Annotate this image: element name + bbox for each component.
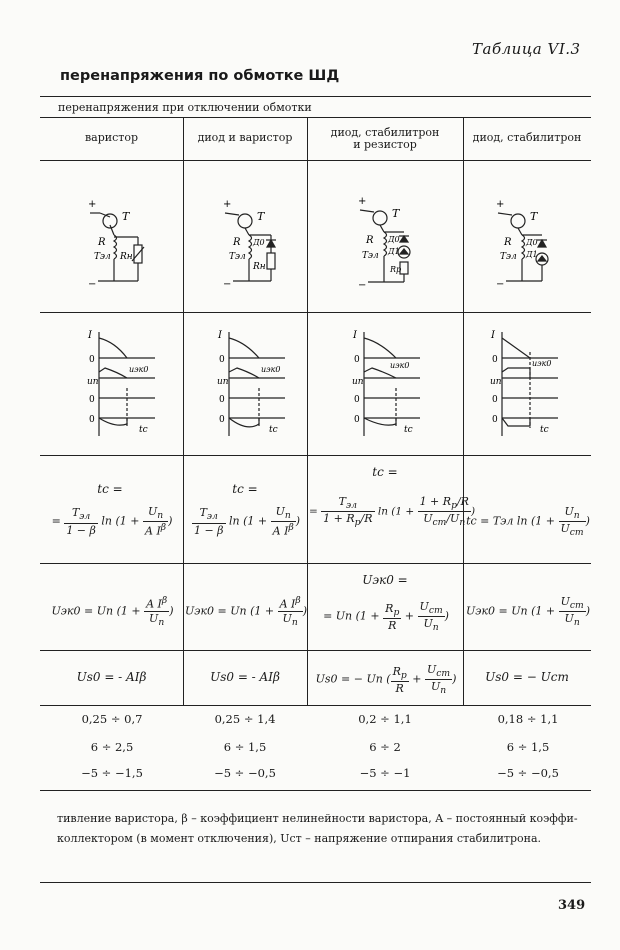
- svg-text:tc: tc: [139, 425, 148, 435]
- svg-text:Д0: Д0: [253, 238, 265, 247]
- svg-text:Tэл: Tэл: [362, 251, 379, 261]
- svg-text:uп: uп: [217, 377, 229, 387]
- svg-text:Rн: Rн: [253, 262, 266, 272]
- tc-formula-col3: = $\frac{T_{эл}}{1 + R_p/R}$ ln (1 + $\frac{1 + R_p/R}{U_{ст}/U_п}$ ): [309, 495, 476, 529]
- svg-text:uп: uп: [87, 377, 99, 387]
- svg-text:0: 0: [89, 415, 95, 425]
- table-top-rule: [40, 96, 591, 97]
- svg-text:0: 0: [219, 395, 225, 405]
- plus-label: +: [88, 199, 97, 210]
- tc-formula-col4: tc = Tэл ln (1 + $\frac{U_п}{U_{ст}}$ ): [466, 505, 590, 539]
- waveform-diode-zener-resistor: [350, 328, 430, 443]
- svg-text:T: T: [122, 210, 130, 223]
- range-col2-row2: 6 ÷ 1,5: [223, 740, 267, 754]
- range-col1-row1: 0,25 ÷ 0,7: [81, 712, 143, 726]
- range-col3-row3: −5 ÷ −1: [359, 766, 411, 780]
- range-col4-row1: 0,18 ÷ 1,1: [497, 712, 559, 726]
- uek-label-col3: Uэк0 =: [362, 573, 408, 587]
- waveform-varistor: [85, 328, 165, 443]
- range-col4-row3: −5 ÷ −0,5: [497, 766, 559, 780]
- svg-text:0: 0: [219, 415, 225, 425]
- svg-text:+: +: [496, 199, 505, 210]
- section-header: перенапряжения при отключении обмотки: [58, 101, 312, 114]
- range-col1-row2: 6 ÷ 2,5: [90, 740, 134, 754]
- waveform-diode-zener: [488, 328, 568, 443]
- svg-text:−: −: [88, 279, 97, 290]
- footnote-line-2: коллектором (в момент отключения), Uст – напряжение отпирания стабилитрона.: [57, 832, 542, 845]
- column-header-diode-zener: диод, стабилитрон: [472, 131, 582, 144]
- svg-text:Tэл: Tэл: [500, 252, 517, 262]
- svg-text:tc: tc: [404, 425, 413, 435]
- svg-text:0: 0: [354, 415, 360, 425]
- svg-text:R: R: [233, 237, 241, 248]
- range-col2-row1: 0,25 ÷ 1,4: [214, 712, 276, 726]
- table-bottom-rule: [40, 790, 591, 791]
- tc-label-col2: tc =: [232, 482, 258, 496]
- svg-text:uэк0: uэк0: [532, 359, 552, 368]
- svg-text:+: +: [358, 196, 367, 207]
- svg-text:−: −: [223, 279, 232, 290]
- svg-text:Д1: Д1: [526, 250, 538, 259]
- svg-text:Rн: Rн: [120, 252, 133, 262]
- svg-text:+: +: [223, 199, 232, 210]
- tc-formula-col1: = $\frac{T_{эл}}{1 - \beta}$ ln (1 + $\frac{U_п}{A I^\beta}$ ): [51, 505, 173, 538]
- us-formula-col3: Us0 = − Uп ( $\frac{R_p}{R}$ + $\frac{U_{ст}}{U_п}$ ): [315, 663, 457, 697]
- rule: [40, 117, 591, 118]
- rule: [40, 160, 591, 161]
- svg-text:I: I: [353, 330, 357, 341]
- svg-text:T: T: [392, 207, 400, 220]
- rule: [40, 650, 591, 651]
- range-col3-row2: 6 ÷ 2: [369, 740, 401, 754]
- us-formula-col1: Us0 = - AIβ: [76, 670, 147, 684]
- page-number: 349: [558, 898, 586, 913]
- svg-text:Rp: Rp: [390, 265, 402, 274]
- svg-text:tc: tc: [540, 425, 549, 435]
- circuit-diode-zener-resistor: [350, 190, 430, 290]
- svg-text:uп: uп: [490, 377, 502, 387]
- svg-text:−: −: [496, 279, 505, 290]
- svg-text:I: I: [88, 330, 92, 341]
- uek-formula-col4: Uэк0 = Uп (1 + $\frac{U_{ст}}{U_п}$ ): [466, 595, 590, 629]
- svg-text:R: R: [366, 235, 374, 246]
- tc-label-col3: tc =: [372, 465, 398, 479]
- svg-text:T: T: [257, 210, 265, 223]
- uek-formula-col1: Uэк0 = Uп (1 + $\frac{A I^\beta}{U_п}$ ): [51, 595, 174, 628]
- svg-text:0: 0: [492, 355, 498, 365]
- rule: [40, 455, 591, 456]
- svg-text:uэк0: uэк0: [261, 365, 281, 374]
- range-col3-row1: 0,2 ÷ 1,1: [358, 712, 412, 726]
- page-title: перенапряжения по обмотке ШД: [60, 68, 340, 84]
- bottom-rule: [40, 882, 591, 883]
- svg-text:0: 0: [354, 395, 360, 405]
- circuit-diode-varistor: [215, 195, 295, 290]
- svg-text:0: 0: [492, 395, 498, 405]
- svg-text:Tэл: Tэл: [229, 252, 246, 262]
- svg-text:R: R: [504, 237, 512, 248]
- svg-text:0: 0: [492, 415, 498, 425]
- column-header-varistor: варистор: [84, 131, 139, 144]
- svg-text:0: 0: [219, 355, 225, 365]
- range-col1-row3: −5 ÷ −1,5: [81, 766, 143, 780]
- circuit-diode-zener: [488, 195, 568, 290]
- waveform-diode-varistor: [215, 328, 295, 443]
- svg-text:Tэл: Tэл: [94, 252, 111, 262]
- svg-text:Д0: Д0: [388, 235, 400, 244]
- svg-text:Д1: Д1: [388, 247, 400, 256]
- column-header-diode-varistor: диод и варистор: [197, 131, 293, 144]
- svg-text:0: 0: [354, 355, 360, 365]
- table-label: Таблица VI.3: [472, 40, 581, 58]
- svg-text:0: 0: [89, 395, 95, 405]
- svg-text:tc: tc: [269, 425, 278, 435]
- uek-formula-col3: = Uп (1 + $\frac{R_p}{R}$ + $\frac{U_{ст}}{U_п}$ ): [323, 600, 449, 634]
- column-header-diode-zener-resistor: диод, стабилитрон и резистор: [330, 126, 440, 151]
- tc-formula-col2: $\frac{T_{эл}}{1 - \beta}$ ln (1 + $\frac{U_п}{A I^\beta}$ ): [193, 505, 301, 538]
- range-col2-row3: −5 ÷ −0,5: [214, 766, 276, 780]
- us-formula-col2: Us0 = - AIβ: [210, 670, 280, 684]
- svg-text:I: I: [218, 330, 222, 341]
- rule: [40, 705, 591, 706]
- svg-text:uэк0: uэк0: [129, 365, 149, 374]
- svg-text:Д0: Д0: [526, 238, 538, 247]
- us-formula-col4: Us0 = − Uст: [485, 670, 569, 684]
- svg-text:uэк0: uэк0: [390, 361, 410, 370]
- svg-text:R: R: [98, 237, 106, 248]
- tc-label-col1: tc =: [97, 482, 123, 496]
- svg-text:−: −: [358, 280, 367, 291]
- svg-text:uп: uп: [352, 377, 364, 387]
- footnote-line-1: тивление варистора, β – коэффициент нелинейности варистора, A – постоянный коэффи-: [57, 812, 578, 825]
- svg-text:0: 0: [89, 355, 95, 365]
- rule: [40, 563, 591, 564]
- circuit-varistor: [80, 195, 160, 290]
- svg-text:I: I: [491, 330, 495, 341]
- rule: [40, 312, 591, 313]
- svg-text:T: T: [530, 210, 538, 223]
- range-col4-row2: 6 ÷ 1,5: [506, 740, 550, 754]
- uek-formula-col2: Uэк0 = Uп (1 + $\frac{A I^\beta}{U_п}$ ): [185, 595, 307, 628]
